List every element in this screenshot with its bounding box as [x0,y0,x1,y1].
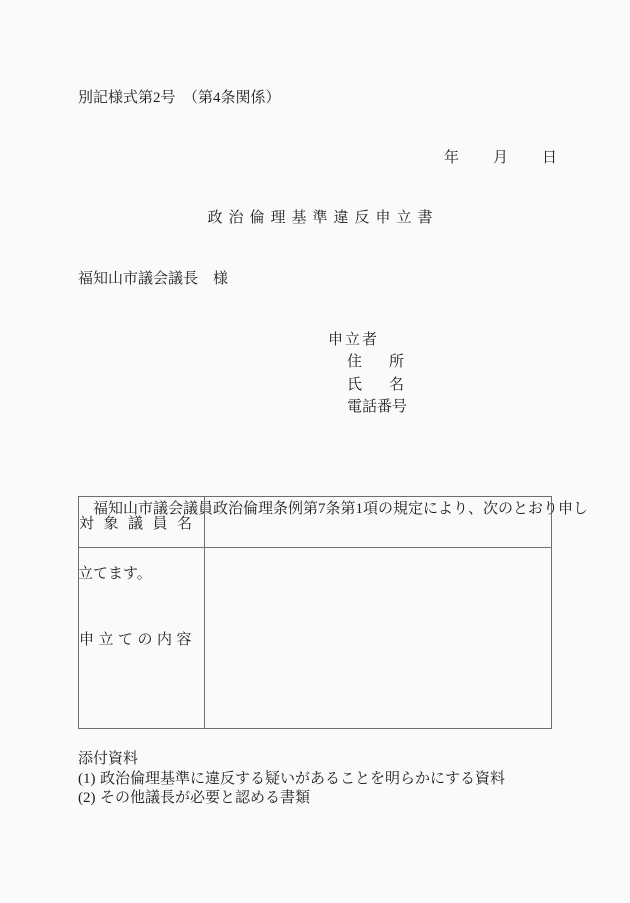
target-member-value-cell [205,497,552,548]
addressee: 福知山市議会議長 様 [78,271,229,287]
applicant-name-label-end: 名 [388,376,404,393]
form-number: 別記様式第2号 （第4条関係） [78,90,281,106]
attachment-item-1-text: 政治倫理基準に違反する疑いがあることを明らかにする資料 [100,770,506,787]
table-row-target-member [79,497,552,548]
complaint-content-value-cell [205,548,552,729]
applicant-address-label-end: 所 [388,354,404,371]
applicant-phone-label: 電話番号 [347,399,408,416]
applicant-name-label [347,374,404,396]
attachment-item-2 [78,789,505,809]
date-line [444,151,557,166]
document-title: 政治倫理基準違反申立書 [207,210,439,226]
applicant-address-label-start: 住 [347,354,363,371]
attachment-item-2-number: (2) [78,790,96,807]
complaint-table [78,496,552,729]
applicant-block [328,329,407,419]
attachment-item-1-number: (1) [78,770,96,787]
table-row-complaint-content [79,548,552,729]
applicant-heading: 申立者 [328,332,380,348]
attachments-section [78,750,505,809]
target-member-label-cell: 対象議員名 [79,497,205,548]
attachments-heading: 添付資料 [78,751,139,767]
applicant-name-label-start: 氏 [347,376,363,393]
attachment-item-2-text: その他議長が必要と認める書類 [100,790,311,807]
body-paragraph-line-2: 立てます。 [78,565,152,582]
body-paragraph-line-1: 福知山市議会議員政治倫理条例第7条第1項の規定により、次のとおり申し [78,501,589,517]
applicant-address-label [347,351,404,373]
complaint-content-label-cell: 申立ての内容 [79,548,205,729]
attachment-item-1 [78,770,505,790]
date-year-label: 年 [444,150,460,166]
date-month-label: 月 [493,150,509,166]
date-day-label: 日 [542,150,558,166]
